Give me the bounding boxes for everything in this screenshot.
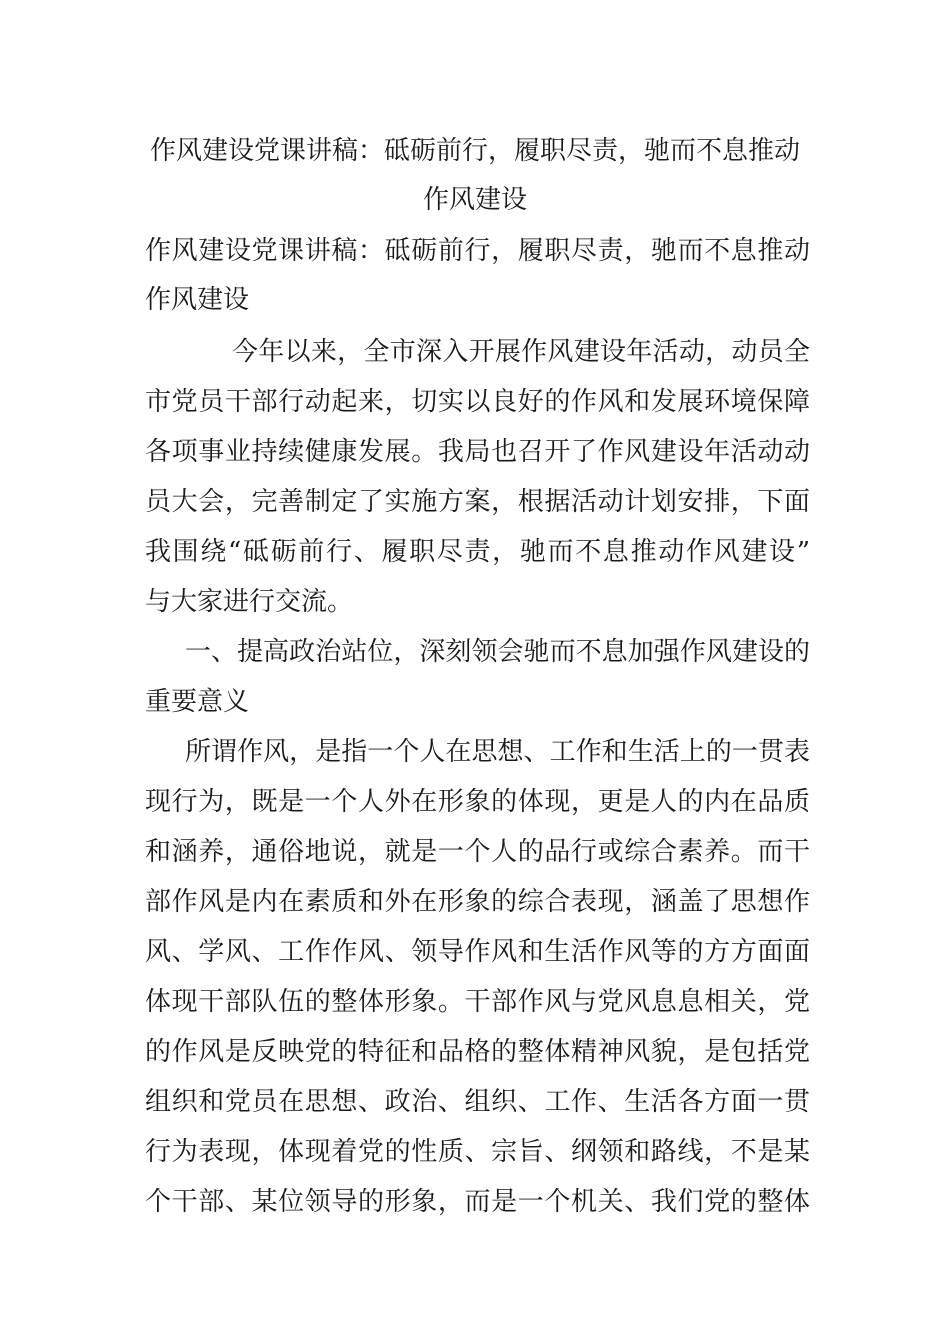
document-title-line-1: 作风建设党课讲稿：砥砺前行，履职尽责，驰而不息推动 — [149, 136, 800, 166]
body-line: 现行为，既是一个人外在形象的体现，更是人的内在品质 — [145, 787, 810, 817]
body-line: 风、学风、工作作风、领导作风和生活作风等的方方面面 — [145, 937, 810, 967]
document-title-line-2: 作风建设 — [422, 185, 527, 215]
section-heading-line: 重要意义 — [145, 687, 250, 717]
body-line: 作风建设党课讲稿：砥砺前行，履职尽责，驰而不息推动 — [145, 236, 810, 266]
body-line: 部作风是内在素质和外在形象的综合表现，涵盖了思想作 — [145, 887, 810, 917]
body-line: 的作风是反映党的特征和品格的整体精神风貌，是包括党 — [145, 1037, 810, 1067]
body-line: 我围绕“砥砺前行、履职尽责，驰而不息推动作风建设” — [145, 537, 810, 567]
body-line-indented: 今年以来，全市深入开展作风建设年活动，动员全 — [232, 337, 810, 367]
body-line: 行为表现，体现着党的性质、宗旨、纲领和路线，不是某 — [145, 1137, 810, 1167]
body-line: 和涵养，通俗地说，就是一个人的品行或综合素养。而干 — [145, 837, 810, 867]
body-line: 与大家进行交流。 — [145, 587, 354, 617]
body-line: 组织和党员在思想、政治、组织、工作、生活各方面一贯 — [145, 1087, 810, 1117]
body-line: 各项事业持续健康发展。我局也召开了作风建设年活动动 — [145, 437, 810, 467]
body-line-indented: 所谓作风，是指一个人在思想、工作和生活上的一贯表 — [185, 737, 810, 767]
body-line: 作风建设 — [145, 285, 250, 315]
section-heading-line: 一、提高政治站位，深刻领会驰而不息加强作风建设的 — [185, 637, 810, 667]
body-line: 个干部、某位领导的形象，而是一个机关、我们党的整体 — [145, 1187, 810, 1217]
body-line: 体现干部队伍的整体形象。干部作风与党风息息相关，党 — [145, 987, 810, 1017]
body-line: 员大会，完善制定了实施方案，根据活动计划安排，下面 — [145, 487, 810, 517]
body-line: 市党员干部行动起来，切实以良好的作风和发展环境保障 — [145, 387, 810, 417]
